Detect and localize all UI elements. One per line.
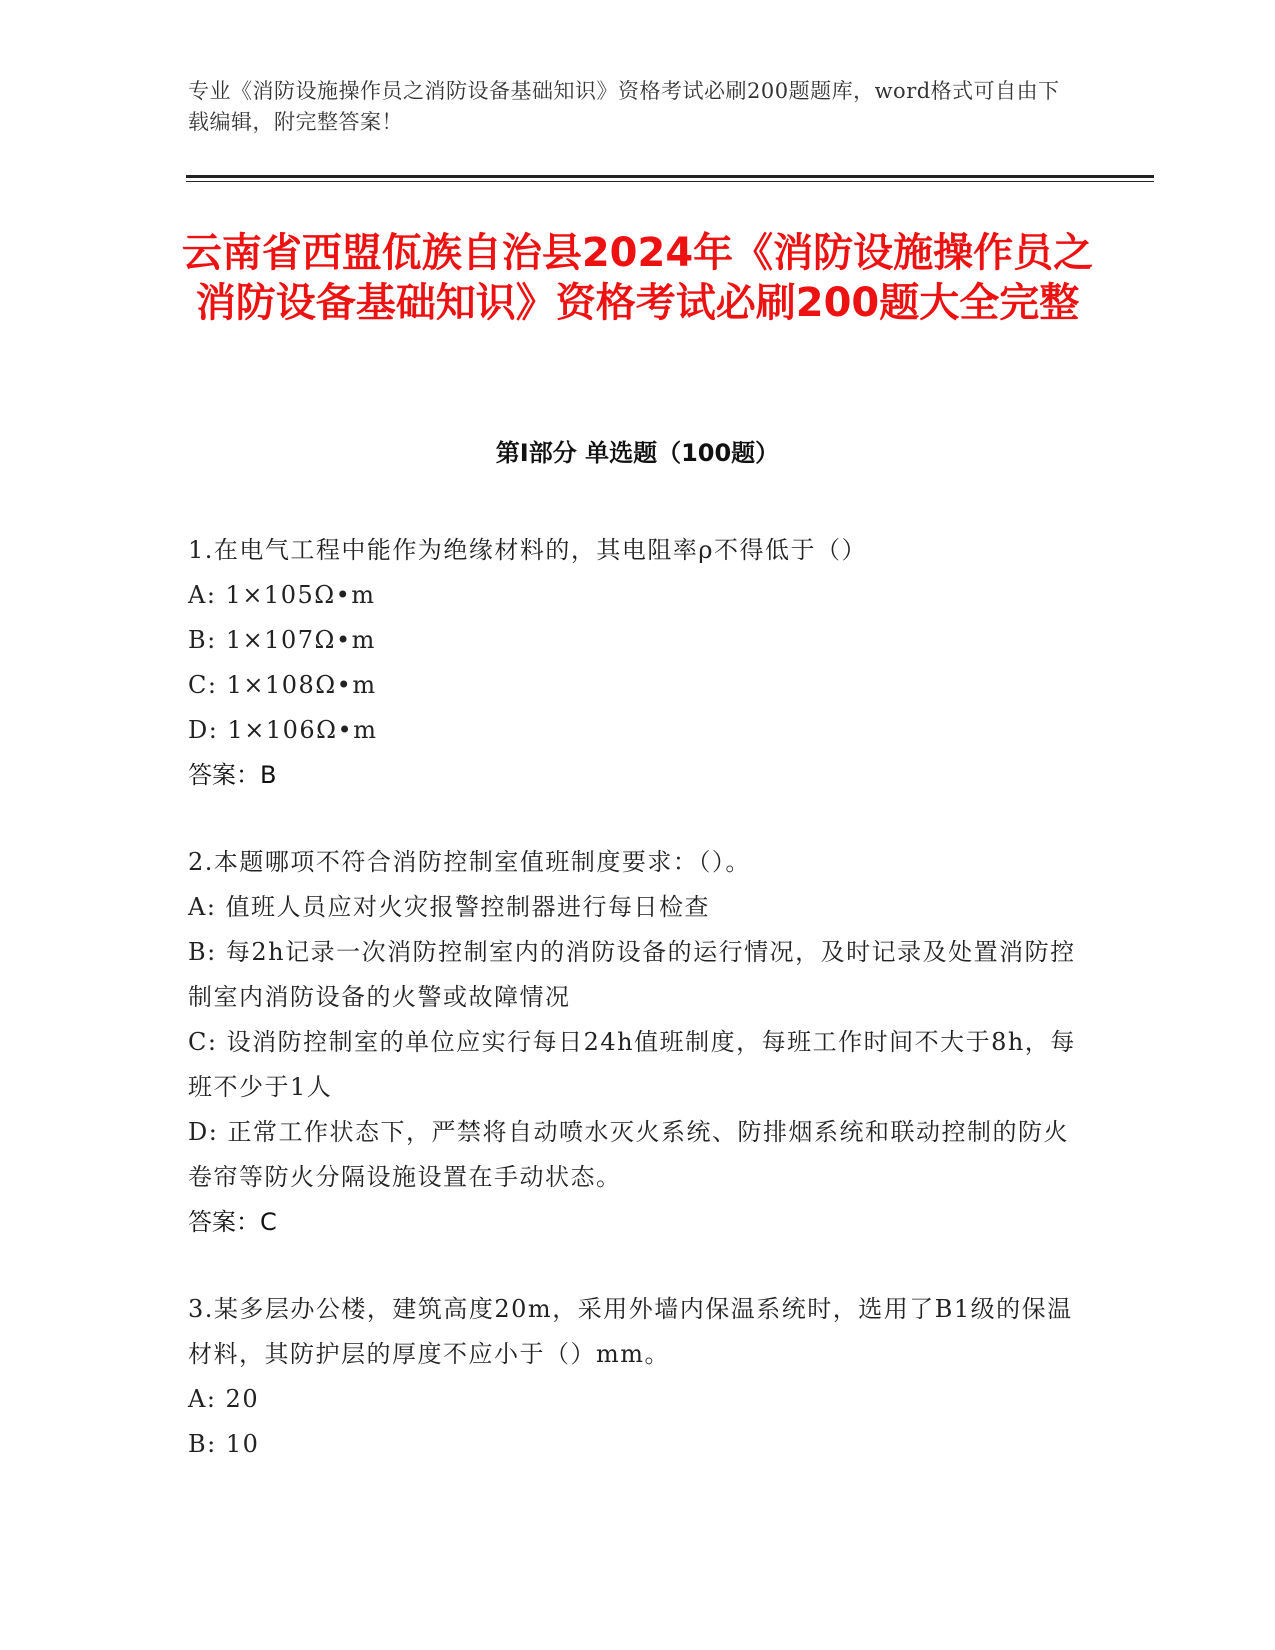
header-rule-thin: [186, 181, 1154, 182]
section-heading: 第Ⅰ部分 单选题（100题）: [495, 439, 780, 467]
option-b: B: 10: [188, 1430, 260, 1458]
option-b: B: 1×107Ω•m: [188, 626, 376, 654]
header-note: 专业《消防设施操作员之消防设备基础知识》资格考试必刷200题题库，word格式可自由下载编辑，附完整答案！: [188, 79, 1060, 134]
option-d: D: 1×106Ω•m: [188, 716, 378, 744]
option-a: A: 20: [188, 1385, 260, 1413]
option-c: C: 1×108Ω•m: [188, 671, 377, 699]
option-a: A: 值班人员应对火灾报警控制器进行每日检查: [188, 893, 711, 921]
question-stem: 3.某多层办公楼，建筑高度20m，采用外墙内保温系统时，选用了B1级的保温材料，其防护层的厚度不应小于（）mm。: [188, 1295, 1073, 1368]
question-stem: 2.本题哪项不符合消防控制室值班制度要求：（）。: [188, 848, 751, 876]
header-rule-thick: [186, 175, 1154, 178]
answer: 答案：B: [188, 761, 277, 789]
question-list: [188, 528, 1078, 1509]
option-b: B: 每2h记录一次消防控制室内的消防设备的运行情况，及时记录及处置消防控制室内消防设备的火警或故障情况: [188, 938, 1076, 1011]
option-c: C: 设消防控制室的单位应实行每日24h值班制度，每班工作时间不大于8h，每班不少于1人: [188, 1028, 1076, 1101]
option-d: D: 正常工作状态下，严禁将自动喷水灭火系统、防排烟系统和联动控制的防火卷帘等防火分隔设施设置在手动状态。: [188, 1118, 1069, 1191]
answer: 答案：C: [188, 1208, 277, 1236]
question-stem: 1.在电气工程中能作为绝缘材料的，其电阻率ρ不得低于（）: [188, 536, 868, 564]
document-title: 云南省西盟佤族自治县2024年《消防设施操作员之消防设备基础知识》资格考试必刷200题大全完整: [181, 230, 1094, 326]
option-a: A: 1×105Ω•m: [188, 581, 376, 609]
question-1: [188, 528, 1078, 798]
question-2: [188, 840, 1078, 1245]
question-3: [188, 1287, 1078, 1467]
